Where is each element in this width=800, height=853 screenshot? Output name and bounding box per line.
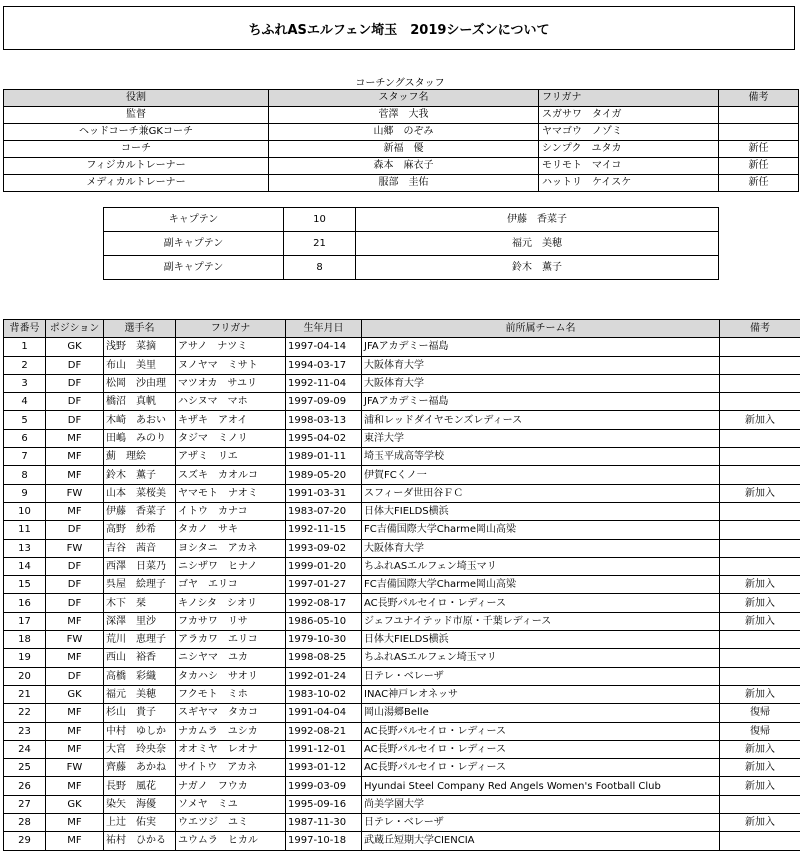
player-position: MF	[46, 777, 104, 795]
player-name: 布山 美里	[104, 356, 176, 374]
player-birthdate-header: 生年月日	[286, 320, 362, 338]
staff-note: 新任	[719, 141, 799, 158]
staff-row	[4, 107, 799, 124]
player-row	[4, 429, 800, 447]
player-kana: ヌノヤマ ミサト	[176, 356, 286, 374]
player-previous-team: 大阪体育大学	[362, 539, 720, 557]
player-position: MF	[46, 832, 104, 850]
player-kana: ヨシタニ アカネ	[176, 539, 286, 557]
player-note: 復帰	[720, 722, 800, 740]
staff-kana: ヤマゴウ ノゾミ	[539, 124, 719, 141]
player-position: FW	[46, 759, 104, 777]
player-row	[4, 557, 800, 575]
staff-header-role: 役割	[4, 90, 269, 107]
player-note	[720, 649, 800, 667]
staff-name: 山郷 のぞみ	[269, 124, 539, 141]
player-kana: キザキ アオイ	[176, 411, 286, 429]
player-row	[4, 722, 800, 740]
player-name: 中村 ゆしか	[104, 722, 176, 740]
player-previous-team: 武蔵丘短期大学CIENCIA	[362, 832, 720, 850]
player-row	[4, 704, 800, 722]
players-table	[3, 319, 800, 851]
player-kana-header: フリガナ	[176, 320, 286, 338]
players-header-row	[4, 320, 800, 338]
player-kana: ハシヌマ マホ	[176, 393, 286, 411]
player-row	[4, 502, 800, 520]
player-previous-team: ジェフユナイテッド市原・千葉レディース	[362, 612, 720, 630]
player-note	[720, 374, 800, 392]
player-birthdate: 1986-05-10	[286, 612, 362, 630]
player-previous-team-header: 前所属チーム名	[362, 320, 720, 338]
player-kana: ソメヤ ミユ	[176, 795, 286, 813]
captain-name: 鈴木 薫子	[356, 256, 719, 280]
player-number: 17	[4, 612, 46, 630]
staff-header-kana: フリガナ	[539, 90, 719, 107]
player-previous-team: Hyundai Steel Company Red Angels Women's Football Club	[362, 777, 720, 795]
player-note	[720, 667, 800, 685]
player-kana: スズキ カオルコ	[176, 466, 286, 484]
player-position: MF	[46, 502, 104, 520]
player-name: 松岡 沙由理	[104, 374, 176, 392]
staff-kana: スガサワ タイガ	[539, 107, 719, 124]
player-note	[720, 448, 800, 466]
player-kana: ナガノ フウカ	[176, 777, 286, 795]
staff-note: 新任	[719, 175, 799, 192]
player-row	[4, 576, 800, 594]
player-previous-team: 日体大FIELDS横浜	[362, 502, 720, 520]
player-position: GK	[46, 338, 104, 356]
player-birthdate: 1991-12-01	[286, 740, 362, 758]
player-birthdate: 1979-10-30	[286, 631, 362, 649]
staff-kana: シンプク ユタカ	[539, 141, 719, 158]
player-previous-team: FC吉備国際大学Charme岡山高梁	[362, 576, 720, 594]
player-previous-team: ちふれASエルフェン埼玉マリ	[362, 649, 720, 667]
player-kana: ニシザワ ヒナノ	[176, 557, 286, 575]
player-number: 10	[4, 502, 46, 520]
player-name: 染矢 海優	[104, 795, 176, 813]
player-position: MF	[46, 448, 104, 466]
player-row	[4, 612, 800, 630]
player-kana: タジマ ミノリ	[176, 429, 286, 447]
player-number: 25	[4, 759, 46, 777]
player-note: 新加入	[720, 576, 800, 594]
player-kana: ゴヤ エリコ	[176, 576, 286, 594]
player-name: 吉谷 茜音	[104, 539, 176, 557]
player-row	[4, 374, 800, 392]
player-position: DF	[46, 576, 104, 594]
player-birthdate: 1992-01-24	[286, 667, 362, 685]
player-birthdate: 1995-04-02	[286, 429, 362, 447]
player-number: 27	[4, 795, 46, 813]
player-kana: フクモト ミホ	[176, 685, 286, 703]
player-number: 26	[4, 777, 46, 795]
player-previous-team: 日テレ・ベレーザ	[362, 814, 720, 832]
player-note: 復帰	[720, 704, 800, 722]
staff-row	[4, 175, 799, 192]
player-previous-team: 浦和レッドダイヤモンズレディース	[362, 411, 720, 429]
staff-table	[3, 89, 799, 192]
player-kana: スギヤマ タカコ	[176, 704, 286, 722]
player-birthdate: 1983-07-20	[286, 502, 362, 520]
player-birthdate: 1995-09-16	[286, 795, 362, 813]
player-number: 19	[4, 649, 46, 667]
player-row	[4, 521, 800, 539]
player-name: 伊藤 香菜子	[104, 502, 176, 520]
player-name: 高野 紗希	[104, 521, 176, 539]
player-note: 新加入	[720, 814, 800, 832]
player-kana: ヤマモト ナオミ	[176, 484, 286, 502]
player-note	[720, 393, 800, 411]
player-name: 上辻 佑実	[104, 814, 176, 832]
player-position: MF	[46, 429, 104, 447]
player-birthdate: 1998-03-13	[286, 411, 362, 429]
player-birthdate: 1991-03-31	[286, 484, 362, 502]
player-previous-team: ちふれASエルフェン埼玉マリ	[362, 557, 720, 575]
player-position: MF	[46, 740, 104, 758]
player-previous-team: 東洋大学	[362, 429, 720, 447]
staff-row	[4, 141, 799, 158]
player-birthdate: 1987-11-30	[286, 814, 362, 832]
player-birthdate: 1993-09-02	[286, 539, 362, 557]
player-birthdate: 1989-01-11	[286, 448, 362, 466]
player-number: 20	[4, 667, 46, 685]
player-number: 2	[4, 356, 46, 374]
player-position: DF	[46, 557, 104, 575]
player-number: 21	[4, 685, 46, 703]
player-number: 16	[4, 594, 46, 612]
staff-header-name: スタッフ名	[269, 90, 539, 107]
player-row	[4, 466, 800, 484]
player-name: 西澤 日菜乃	[104, 557, 176, 575]
player-name: 祐村 ひかる	[104, 832, 176, 850]
captain-number: 8	[284, 256, 356, 280]
player-note	[720, 356, 800, 374]
player-previous-team: JFAアカデミー福島	[362, 393, 720, 411]
staff-role: 監督	[4, 107, 269, 124]
player-position: DF	[46, 356, 104, 374]
player-row	[4, 539, 800, 557]
captain-row	[104, 256, 719, 280]
player-birthdate: 1999-03-09	[286, 777, 362, 795]
player-note	[720, 557, 800, 575]
player-position: DF	[46, 374, 104, 392]
player-number: 13	[4, 539, 46, 557]
player-kana: ナカムラ ユシカ	[176, 722, 286, 740]
player-name-header: 選手名	[104, 320, 176, 338]
staff-role: フィジカルトレーナー	[4, 158, 269, 175]
player-number: 24	[4, 740, 46, 758]
player-name: 荒川 恵理子	[104, 631, 176, 649]
player-birthdate: 1989-05-20	[286, 466, 362, 484]
player-note	[720, 832, 800, 850]
staff-note	[719, 107, 799, 124]
player-note	[720, 502, 800, 520]
player-kana: サイトウ アカネ	[176, 759, 286, 777]
player-previous-team: スフィーダ世田谷ＦＣ	[362, 484, 720, 502]
player-note: 新加入	[720, 484, 800, 502]
player-row	[4, 411, 800, 429]
player-note	[720, 429, 800, 447]
player-birthdate: 1994-03-17	[286, 356, 362, 374]
captain-role: キャプテン	[104, 208, 284, 232]
captain-row	[104, 208, 719, 232]
captain-role: 副キャプテン	[104, 256, 284, 280]
player-row	[4, 356, 800, 374]
player-birthdate: 1998-08-25	[286, 649, 362, 667]
player-kana: ウエツジ ユミ	[176, 814, 286, 832]
player-name: 薊 理絵	[104, 448, 176, 466]
captain-number: 21	[284, 232, 356, 256]
page-title: ちふれASエルフェン埼玉 2019シーズンについて	[3, 6, 795, 50]
player-row	[4, 448, 800, 466]
player-note	[720, 795, 800, 813]
player-previous-team: 日体大FIELDS横浜	[362, 631, 720, 649]
player-number: 3	[4, 374, 46, 392]
player-position: GK	[46, 685, 104, 703]
player-row	[4, 685, 800, 703]
player-kana: ユウムラ ヒカル	[176, 832, 286, 850]
staff-kana: モリモト マイコ	[539, 158, 719, 175]
player-name: 長野 風花	[104, 777, 176, 795]
player-kana: イトウ カナコ	[176, 502, 286, 520]
player-position: GK	[46, 795, 104, 813]
player-previous-team: AC長野パルセイロ・レディース	[362, 594, 720, 612]
player-previous-team: 伊賀FCくノ一	[362, 466, 720, 484]
player-number: 1	[4, 338, 46, 356]
player-note	[720, 631, 800, 649]
staff-header-row	[4, 90, 799, 107]
player-position-header: ポジション	[46, 320, 104, 338]
player-previous-team: 埼玉平成高等学校	[362, 448, 720, 466]
player-row	[4, 795, 800, 813]
player-name: 福元 美穂	[104, 685, 176, 703]
player-birthdate: 1983-10-02	[286, 685, 362, 703]
player-note: 新加入	[720, 740, 800, 758]
player-row	[4, 740, 800, 758]
player-row	[4, 667, 800, 685]
player-position: MF	[46, 466, 104, 484]
player-previous-team: FC吉備国際大学Charme岡山高梁	[362, 521, 720, 539]
player-kana: ニシヤマ ユカ	[176, 649, 286, 667]
player-note	[720, 338, 800, 356]
player-birthdate: 1997-01-27	[286, 576, 362, 594]
staff-row	[4, 124, 799, 141]
player-position: DF	[46, 393, 104, 411]
player-note: 新加入	[720, 594, 800, 612]
player-birthdate: 1997-04-14	[286, 338, 362, 356]
player-name: 田嶋 みのり	[104, 429, 176, 447]
player-number: 22	[4, 704, 46, 722]
player-position: FW	[46, 631, 104, 649]
captain-number: 10	[284, 208, 356, 232]
player-name: 山本 菜桜美	[104, 484, 176, 502]
player-number: 6	[4, 429, 46, 447]
player-name: 大宮 玲央奈	[104, 740, 176, 758]
player-name: 西山 裕香	[104, 649, 176, 667]
player-position: DF	[46, 667, 104, 685]
staff-name: 服部 圭佑	[269, 175, 539, 192]
player-kana: タカノ サキ	[176, 521, 286, 539]
player-row	[4, 777, 800, 795]
staff-note	[719, 124, 799, 141]
player-previous-team: 大阪体育大学	[362, 374, 720, 392]
player-number: 23	[4, 722, 46, 740]
player-previous-team: JFAアカデミー福島	[362, 338, 720, 356]
player-previous-team: INAC神戸レオネッサ	[362, 685, 720, 703]
player-birthdate: 1999-01-20	[286, 557, 362, 575]
staff-role: ヘッドコーチ兼GKコーチ	[4, 124, 269, 141]
player-number: 7	[4, 448, 46, 466]
staff-kana: ハットリ ケイスケ	[539, 175, 719, 192]
player-previous-team: 日テレ・ベレーザ	[362, 667, 720, 685]
player-birthdate: 1997-09-09	[286, 393, 362, 411]
captain-name: 福元 美穂	[356, 232, 719, 256]
player-row	[4, 832, 800, 850]
player-number: 29	[4, 832, 46, 850]
player-birthdate: 1992-11-15	[286, 521, 362, 539]
player-position: DF	[46, 521, 104, 539]
player-note: 新加入	[720, 759, 800, 777]
player-kana: アザミ リエ	[176, 448, 286, 466]
staff-name: 新福 優	[269, 141, 539, 158]
staff-role: メディカルトレーナー	[4, 175, 269, 192]
player-previous-team: AC長野パルセイロ・レディース	[362, 740, 720, 758]
player-birthdate: 1993-01-12	[286, 759, 362, 777]
player-name: 呉屋 絵理子	[104, 576, 176, 594]
player-name: 齊藤 あかね	[104, 759, 176, 777]
player-position: DF	[46, 411, 104, 429]
player-birthdate: 1992-08-21	[286, 722, 362, 740]
player-previous-team: AC長野パルセイロ・レディース	[362, 722, 720, 740]
staff-header-note: 備考	[719, 90, 799, 107]
player-name: 橋沼 真帆	[104, 393, 176, 411]
player-name: 木崎 あおい	[104, 411, 176, 429]
player-row	[4, 631, 800, 649]
captain-name: 伊藤 香菜子	[356, 208, 719, 232]
player-number: 5	[4, 411, 46, 429]
player-position: MF	[46, 612, 104, 630]
player-position: MF	[46, 649, 104, 667]
captain-row	[104, 232, 719, 256]
player-position: DF	[46, 594, 104, 612]
player-note: 新加入	[720, 777, 800, 795]
player-number-header: 背番号	[4, 320, 46, 338]
player-name: 高橋 彩織	[104, 667, 176, 685]
player-note	[720, 539, 800, 557]
player-note: 新加入	[720, 411, 800, 429]
player-name: 浅野 菜摘	[104, 338, 176, 356]
player-kana: フカサワ リサ	[176, 612, 286, 630]
staff-name: 森本 麻衣子	[269, 158, 539, 175]
player-position: MF	[46, 704, 104, 722]
player-number: 15	[4, 576, 46, 594]
player-number: 4	[4, 393, 46, 411]
player-position: FW	[46, 539, 104, 557]
player-birthdate: 1992-08-17	[286, 594, 362, 612]
staff-name: 菅澤 大我	[269, 107, 539, 124]
player-position: FW	[46, 484, 104, 502]
player-name: 杉山 貴子	[104, 704, 176, 722]
staff-note: 新任	[719, 158, 799, 175]
staff-row	[4, 158, 799, 175]
player-kana: アサノ ナツミ	[176, 338, 286, 356]
player-previous-team: 岡山湯郷Belle	[362, 704, 720, 722]
player-kana: マツオカ サユリ	[176, 374, 286, 392]
player-birthdate: 1991-04-04	[286, 704, 362, 722]
player-name: 木下 栞	[104, 594, 176, 612]
player-birthdate: 1992-11-04	[286, 374, 362, 392]
player-row	[4, 393, 800, 411]
player-position: MF	[46, 814, 104, 832]
captain-role: 副キャプテン	[104, 232, 284, 256]
player-number: 9	[4, 484, 46, 502]
player-kana: アラカワ エリコ	[176, 631, 286, 649]
player-birthdate: 1997-10-18	[286, 832, 362, 850]
player-number: 14	[4, 557, 46, 575]
player-previous-team: AC長野パルセイロ・レディース	[362, 759, 720, 777]
player-row	[4, 594, 800, 612]
player-number: 18	[4, 631, 46, 649]
player-row	[4, 814, 800, 832]
player-number: 11	[4, 521, 46, 539]
player-note-header: 備考	[720, 320, 800, 338]
player-note	[720, 521, 800, 539]
captains-table	[103, 207, 719, 280]
player-note: 新加入	[720, 612, 800, 630]
player-note	[720, 466, 800, 484]
player-kana: キノシタ シオリ	[176, 594, 286, 612]
player-row	[4, 484, 800, 502]
player-row	[4, 759, 800, 777]
player-row	[4, 338, 800, 356]
player-kana: オオミヤ レオナ	[176, 740, 286, 758]
player-position: MF	[46, 722, 104, 740]
player-kana: タカハシ サオリ	[176, 667, 286, 685]
player-row	[4, 649, 800, 667]
player-previous-team: 尚美学園大学	[362, 795, 720, 813]
player-note: 新加入	[720, 685, 800, 703]
staff-caption: コーチングスタッフ	[355, 78, 445, 89]
player-number: 8	[4, 466, 46, 484]
player-previous-team: 大阪体育大学	[362, 356, 720, 374]
player-number: 28	[4, 814, 46, 832]
player-name: 鈴木 薫子	[104, 466, 176, 484]
staff-role: コーチ	[4, 141, 269, 158]
player-name: 深澤 里沙	[104, 612, 176, 630]
